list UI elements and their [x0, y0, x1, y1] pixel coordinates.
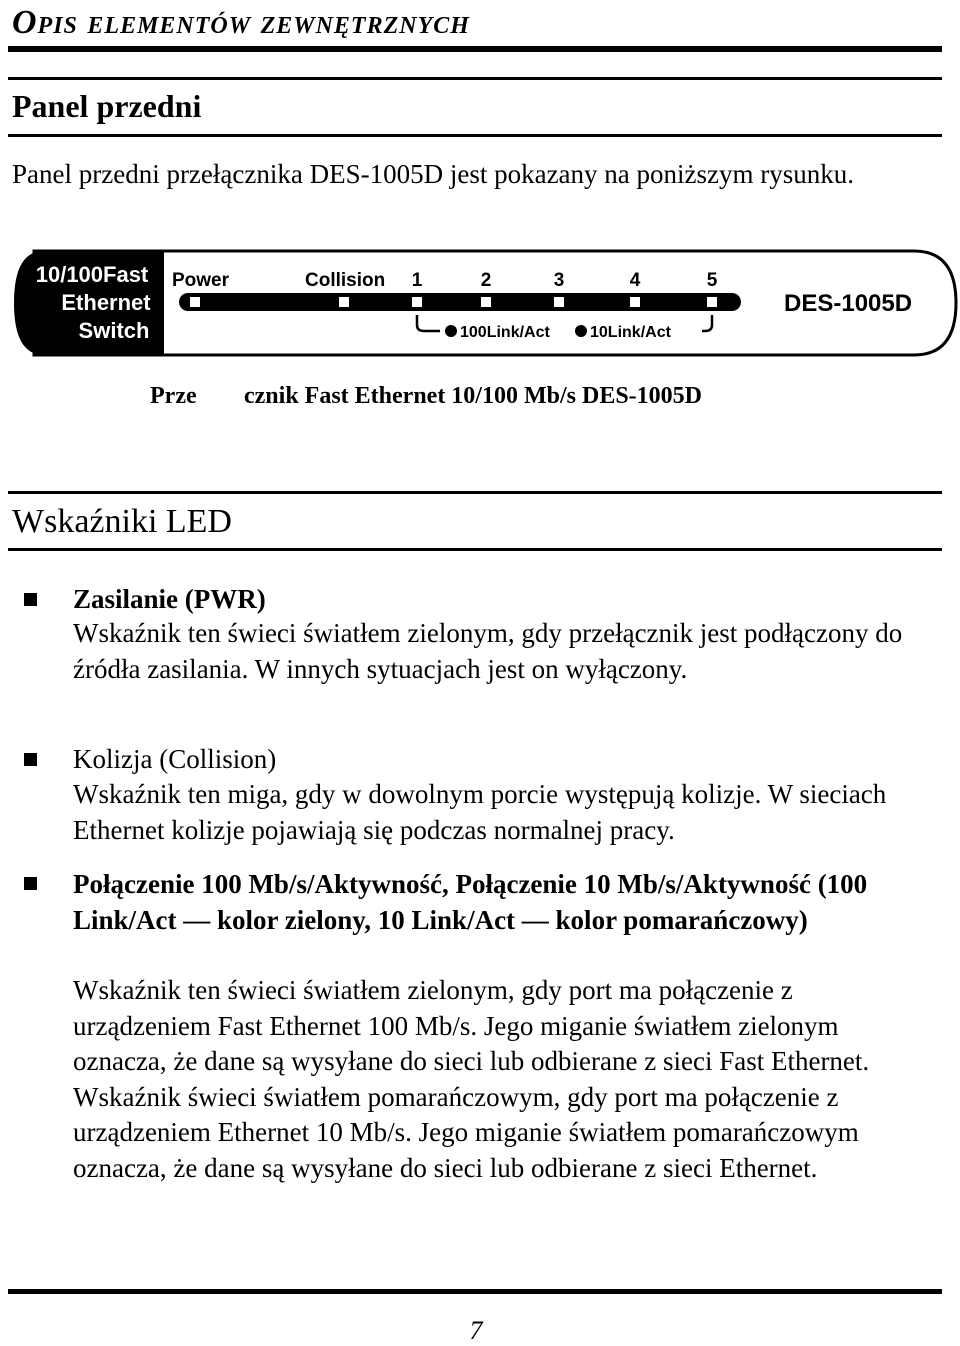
led-section-rule-bottom	[8, 548, 942, 551]
legend-100: 100Link/Act	[460, 324, 550, 341]
power-label: Power	[172, 270, 230, 291]
led-strip	[179, 293, 741, 311]
led-item-body-collision: Wskaźnik ten miga, gdy w dowolnym porcie występują kolizje. W sieciach Ethernet kolizje pojawiają się podczas normalnej pracy.	[73, 779, 887, 845]
badge-line1: 10/100Fast	[35, 262, 149, 287]
port-led-2	[481, 297, 491, 307]
led-section-rule-top	[8, 491, 942, 494]
caption-right: cznik Fast Ethernet 10/100 Mb/s DES-1005D	[244, 383, 702, 409]
collision-label: Collision	[305, 270, 386, 291]
led-item-body-link: Wskaźnik ten świeci światłem zielonym, gdy port ma połączenie z urządzeniem Fast Ethernet 100 Mb/s. Jego miganie światłem zielonym oznacza, że dane są wysyłane do sieci lub odbierane z sieci Fast Ethernet. Wskaźnik świeci światłem pomarańczowym, gdy port ma połączenie z urządzeniem Ethernet 10 Mb/s. Jego miganie światłem pomarańczowym oznacza, że dane są wysyłane do sieci lub odbierane z sieci Ethernet.	[73, 975, 870, 1183]
section-rule-top	[8, 77, 942, 80]
badge-line3: Switch	[78, 318, 150, 343]
badge-line2: Ethernet	[61, 290, 151, 315]
front-panel-illustration	[14, 249, 958, 357]
header-rule	[8, 46, 942, 52]
port-label-5: 5	[706, 270, 718, 291]
intro-paragraph: Panel przedni przełącznika DES-1005D jest pokazany na poniższym rysunku.	[12, 159, 854, 189]
page-number: 7	[469, 1316, 483, 1345]
caption-left: Prze	[150, 383, 197, 409]
port-led-3	[554, 297, 564, 307]
led-item-body-power: Wskaźnik ten świeci światłem zielonym, gdy przełącznik jest podłączony do źródła zasilania. W innych sytuacjach jest on wyłączony.	[73, 618, 903, 684]
port-led-4	[630, 297, 640, 307]
bullet-icon	[24, 877, 37, 890]
led-item-title-power: Zasilanie (PWR)	[73, 584, 266, 614]
section-rule-bottom	[8, 134, 942, 137]
footer-rule	[8, 1289, 942, 1294]
section-heading-front-panel: Panel przedni	[12, 88, 202, 124]
port-label-4: 4	[629, 270, 641, 291]
model-label: DES-1005D	[784, 290, 913, 317]
legend-dot-10	[575, 325, 587, 337]
section-heading-led: Wskaźniki LED	[12, 503, 232, 540]
led-item-title-collision: Kolizja (Collision)	[73, 744, 277, 774]
port-label-1: 1	[411, 270, 423, 291]
bullet-icon	[24, 593, 37, 606]
page-header-title: Opis elementów zewnętrznych	[12, 4, 470, 41]
bullet-icon	[24, 753, 37, 766]
collision-led	[339, 297, 349, 307]
port-led-5	[707, 297, 717, 307]
port-label-3: 3	[553, 270, 565, 291]
legend-10: 10Link/Act	[590, 324, 671, 341]
port-label-2: 2	[480, 270, 492, 291]
port-led-1	[412, 297, 422, 307]
power-led	[190, 297, 200, 307]
legend-dot-100	[445, 325, 457, 337]
led-item-title-link: Połączenie 100 Mb/s/Aktywność, Połączenie 10 Mb/s/Aktywność (100 Link/Act — kolor zielony, 10 Link/Act — kolor pomarańczowy)	[73, 869, 868, 935]
